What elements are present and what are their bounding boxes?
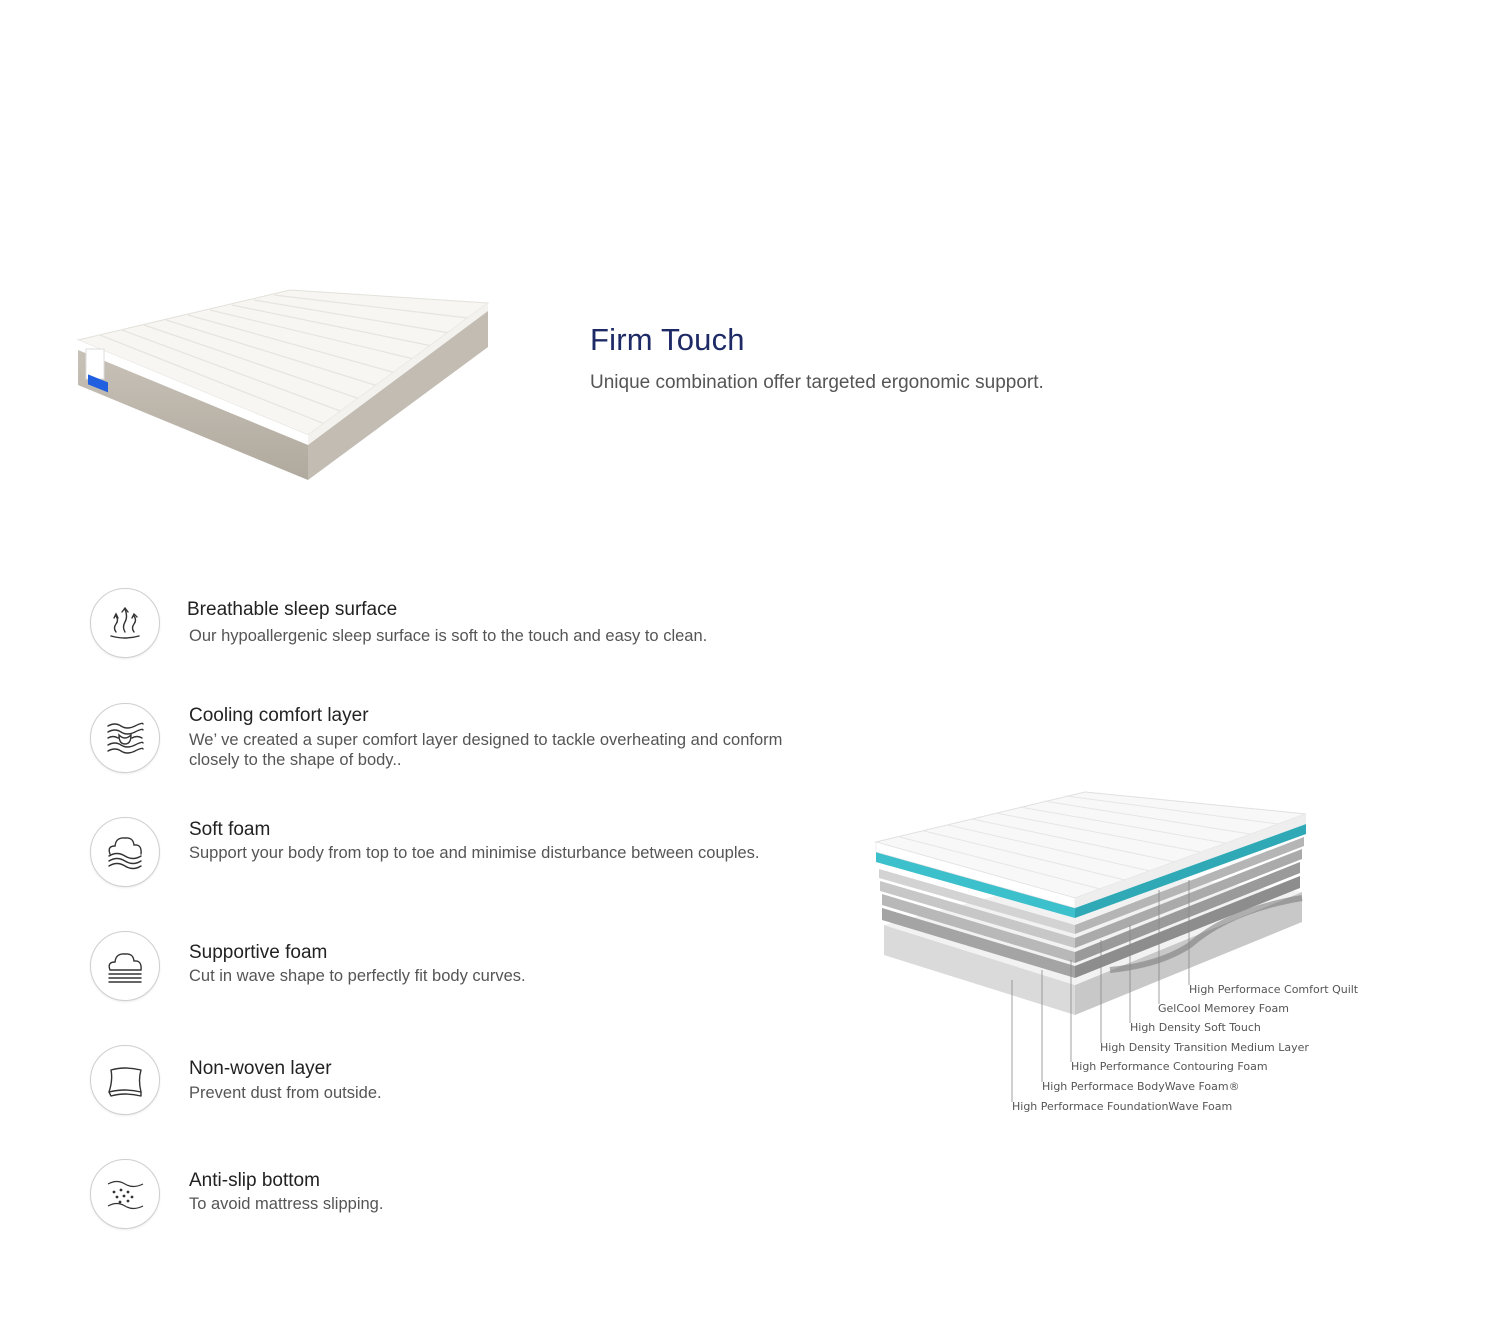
- feature-cooling: [90, 703, 810, 775]
- feature-non-woven: [90, 1045, 810, 1117]
- feature-title: Anti-slip bottom: [189, 1170, 320, 1191]
- layer-label-foundation: High Performace FoundationWave Foam: [1012, 1100, 1233, 1113]
- feature-title: Supportive foam: [189, 942, 328, 963]
- feature-supportive-foam: [90, 931, 810, 1003]
- mattress-layers-image: [860, 780, 1380, 1130]
- layer-label-soft-touch: High Density Soft Touch: [1130, 1021, 1261, 1034]
- feature-anti-slip: [90, 1159, 810, 1231]
- layer-label-gelcool: GelCool Memorey Foam: [1158, 1002, 1289, 1015]
- feature-description: Prevent dust from outside.: [189, 1084, 382, 1102]
- feature-breathable: [90, 588, 810, 660]
- cloud-layers-icon: [90, 931, 160, 1001]
- breathable-icon: [90, 588, 160, 658]
- feature-title: Cooling comfort layer: [189, 705, 369, 726]
- feature-description: To avoid mattress slipping.: [189, 1195, 384, 1213]
- feature-description: Cut in wave shape to perfectly fit body curves.: [189, 967, 526, 985]
- feature-title: Soft foam: [189, 819, 271, 840]
- feature-title: Non-woven layer: [189, 1058, 332, 1079]
- layer-label-transition: High Density Transition Medium Layer: [1100, 1041, 1309, 1054]
- mattress-layers-diagram: [860, 780, 1380, 1130]
- mattress-product-image: [60, 285, 500, 495]
- feature-description: We’ ve created a super comfort layer designed to tackle overheating and conform closely to the shape of body..: [189, 731, 783, 769]
- feature-description: Our hypoallergenic sleep surface is soft to the touch and easy to clean.: [189, 627, 708, 645]
- feature-description: Support your body from top to toe and minimise disturbance between couples.: [189, 844, 760, 862]
- feature-soft-foam: [90, 817, 810, 889]
- cloud-waves-icon: [90, 817, 160, 887]
- layer-label-contouring: High Performance Contouring Foam: [1071, 1060, 1268, 1073]
- page-title: Firm Touch: [590, 322, 745, 357]
- feature-title: Breathable sleep surface: [187, 599, 398, 620]
- fabric-icon: [90, 1045, 160, 1115]
- cooling-icon: [90, 703, 160, 773]
- layer-label-bodywave: High Performace BodyWave Foam®: [1042, 1080, 1240, 1093]
- page-subtitle: Unique combination offer targeted ergonomic support.: [590, 372, 1044, 393]
- hero-text: [590, 322, 1044, 394]
- dots-icon: [90, 1159, 160, 1229]
- layer-label-comfort-quilt: High Performace Comfort Quilt: [1189, 983, 1359, 996]
